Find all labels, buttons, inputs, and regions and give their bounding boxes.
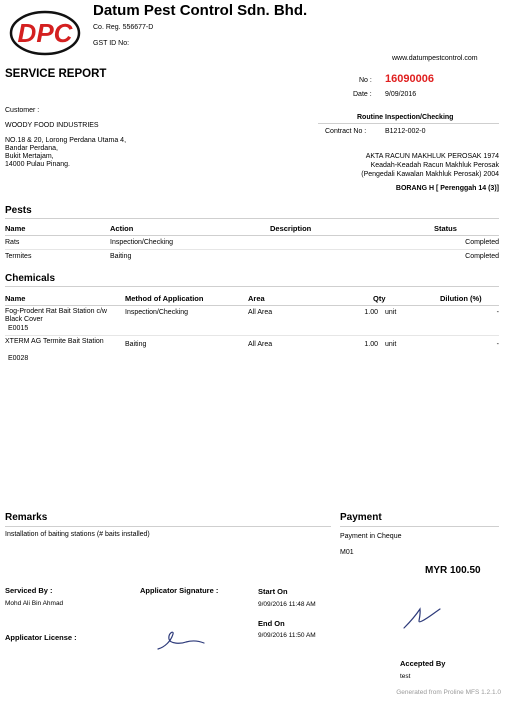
address-line: Bukit Mertajam, [5,153,54,160]
divider [5,526,331,527]
chemical-qty: 1.00 [364,309,378,316]
chem-header-method: Method of Application [125,294,204,303]
applicator-signature-label: Applicator Signature : [140,586,219,595]
pest-status: Completed [465,239,499,246]
website: www.datumpestcontrol.com [392,55,478,62]
divider [340,526,499,527]
divider [5,249,499,250]
chemical-method: Inspection/Checking [125,309,189,316]
remarks-text: Installation of baiting stations (# baits installed) [5,531,150,538]
divider [5,218,499,219]
address-line: Bandar Perdana, [5,145,58,152]
chemical-qty: 1.00 [364,341,378,348]
divider [318,123,499,124]
gst-id: GST ID No: [93,40,130,47]
footer-generated: Generated from Proline MFS 1.2.1.0 [396,689,501,696]
customer-label: Customer : [5,107,40,114]
chemical-method: Baiting [125,341,147,348]
pest-action: Inspection/Checking [110,239,174,246]
chemical-unit: unit [385,309,397,316]
start-label: Start On [258,587,288,596]
applicator-license-label: Applicator License : [5,633,77,642]
pests-header-name: Name [5,224,26,233]
divider [5,235,499,236]
divider [5,305,499,306]
chem-header-name: Name [5,294,26,303]
pest-name: Termites [5,253,32,260]
start-value: 9/09/2016 11:48 AM [258,601,316,608]
accepted-by-label: Accepted By [400,659,446,668]
date-value: 9/09/2016 [385,91,417,98]
divider [5,286,499,287]
pest-action: Baiting [110,253,132,260]
accepted-by-value: test [400,673,411,680]
service-type: Routine Inspection/Checking [357,114,454,121]
serviced-by-label: Serviced By : [5,586,53,595]
chemical-unit: unit [385,341,397,348]
act-line: Keadah-Keadah Racun Makhluk Perosak [370,162,499,169]
act-line: (Pengedali Kawalan Makhluk Perosak) 2004 [361,171,499,178]
pests-header-status: Status [434,224,457,233]
chemical-code: E0015 [8,325,29,332]
act-line: AKTA RACUN MAKHLUK PEROSAK 1974 [365,153,499,160]
company-name: Datum Pest Control Sdn. Bhd. [93,2,308,19]
chem-header-dilution: Dilution (%) [440,294,482,303]
report-no-label: No : [359,77,372,84]
page-title: SERVICE REPORT [5,68,107,80]
chemical-area: All Area [248,341,273,348]
payment-ref: M01 [340,549,354,556]
divider [5,335,499,336]
pests-header-action: Action [110,224,134,233]
borang-text: BORANG H [ Perenggah 14 (3)] [395,185,499,192]
chemical-code: E0028 [8,355,29,362]
serviced-by-value: Mohd Ali Bin Ahmad [5,600,64,607]
company-logo [8,6,82,58]
chemical-dilution: - [496,341,499,348]
address-line: 14000 Pulau Pinang. [5,161,70,168]
pests-header-description: Description [270,224,312,233]
address-line: NO.18 & 20, Lorong Perdana Utama 4, [5,137,127,144]
company-reg: Co. Reg. 556677-D [93,24,154,31]
customer-address [5,137,126,169]
report-no-value: 16090006 [385,73,434,85]
payment-method: Payment in Cheque [340,533,402,540]
chem-header-area: Area [248,294,265,303]
chemical-dilution: - [496,309,499,316]
payment-amount: MYR 100.50 [425,565,481,576]
pests-section-title: Pests [5,205,32,216]
customer-name: WOODY FOOD INDUSTRIES [5,122,99,129]
logo-text: DPC [17,18,73,48]
pest-status: Completed [465,253,499,260]
contract-label: Contract No : [325,128,367,135]
chemical-name: Fog-Prodent Rat Bait Station c/w Black Cover [5,308,107,323]
customer-signature [400,604,444,632]
chemicals-section-title: Chemicals [5,273,56,284]
end-value: 9/09/2016 11:50 AM [258,632,316,639]
pest-name: Rats [5,239,20,246]
chemical-area: All Area [248,309,273,316]
date-label: Date : [353,91,372,98]
act-text [361,152,499,179]
remarks-section-title: Remarks [5,512,48,523]
contract-value: B1212-002-0 [385,128,426,135]
payment-section-title: Payment [340,512,382,523]
end-label: End On [258,619,285,628]
applicator-signature [155,623,207,653]
chem-header-qty: Qty [373,294,386,303]
chemical-name: XTERM AG Termite Bait Station [5,338,104,345]
